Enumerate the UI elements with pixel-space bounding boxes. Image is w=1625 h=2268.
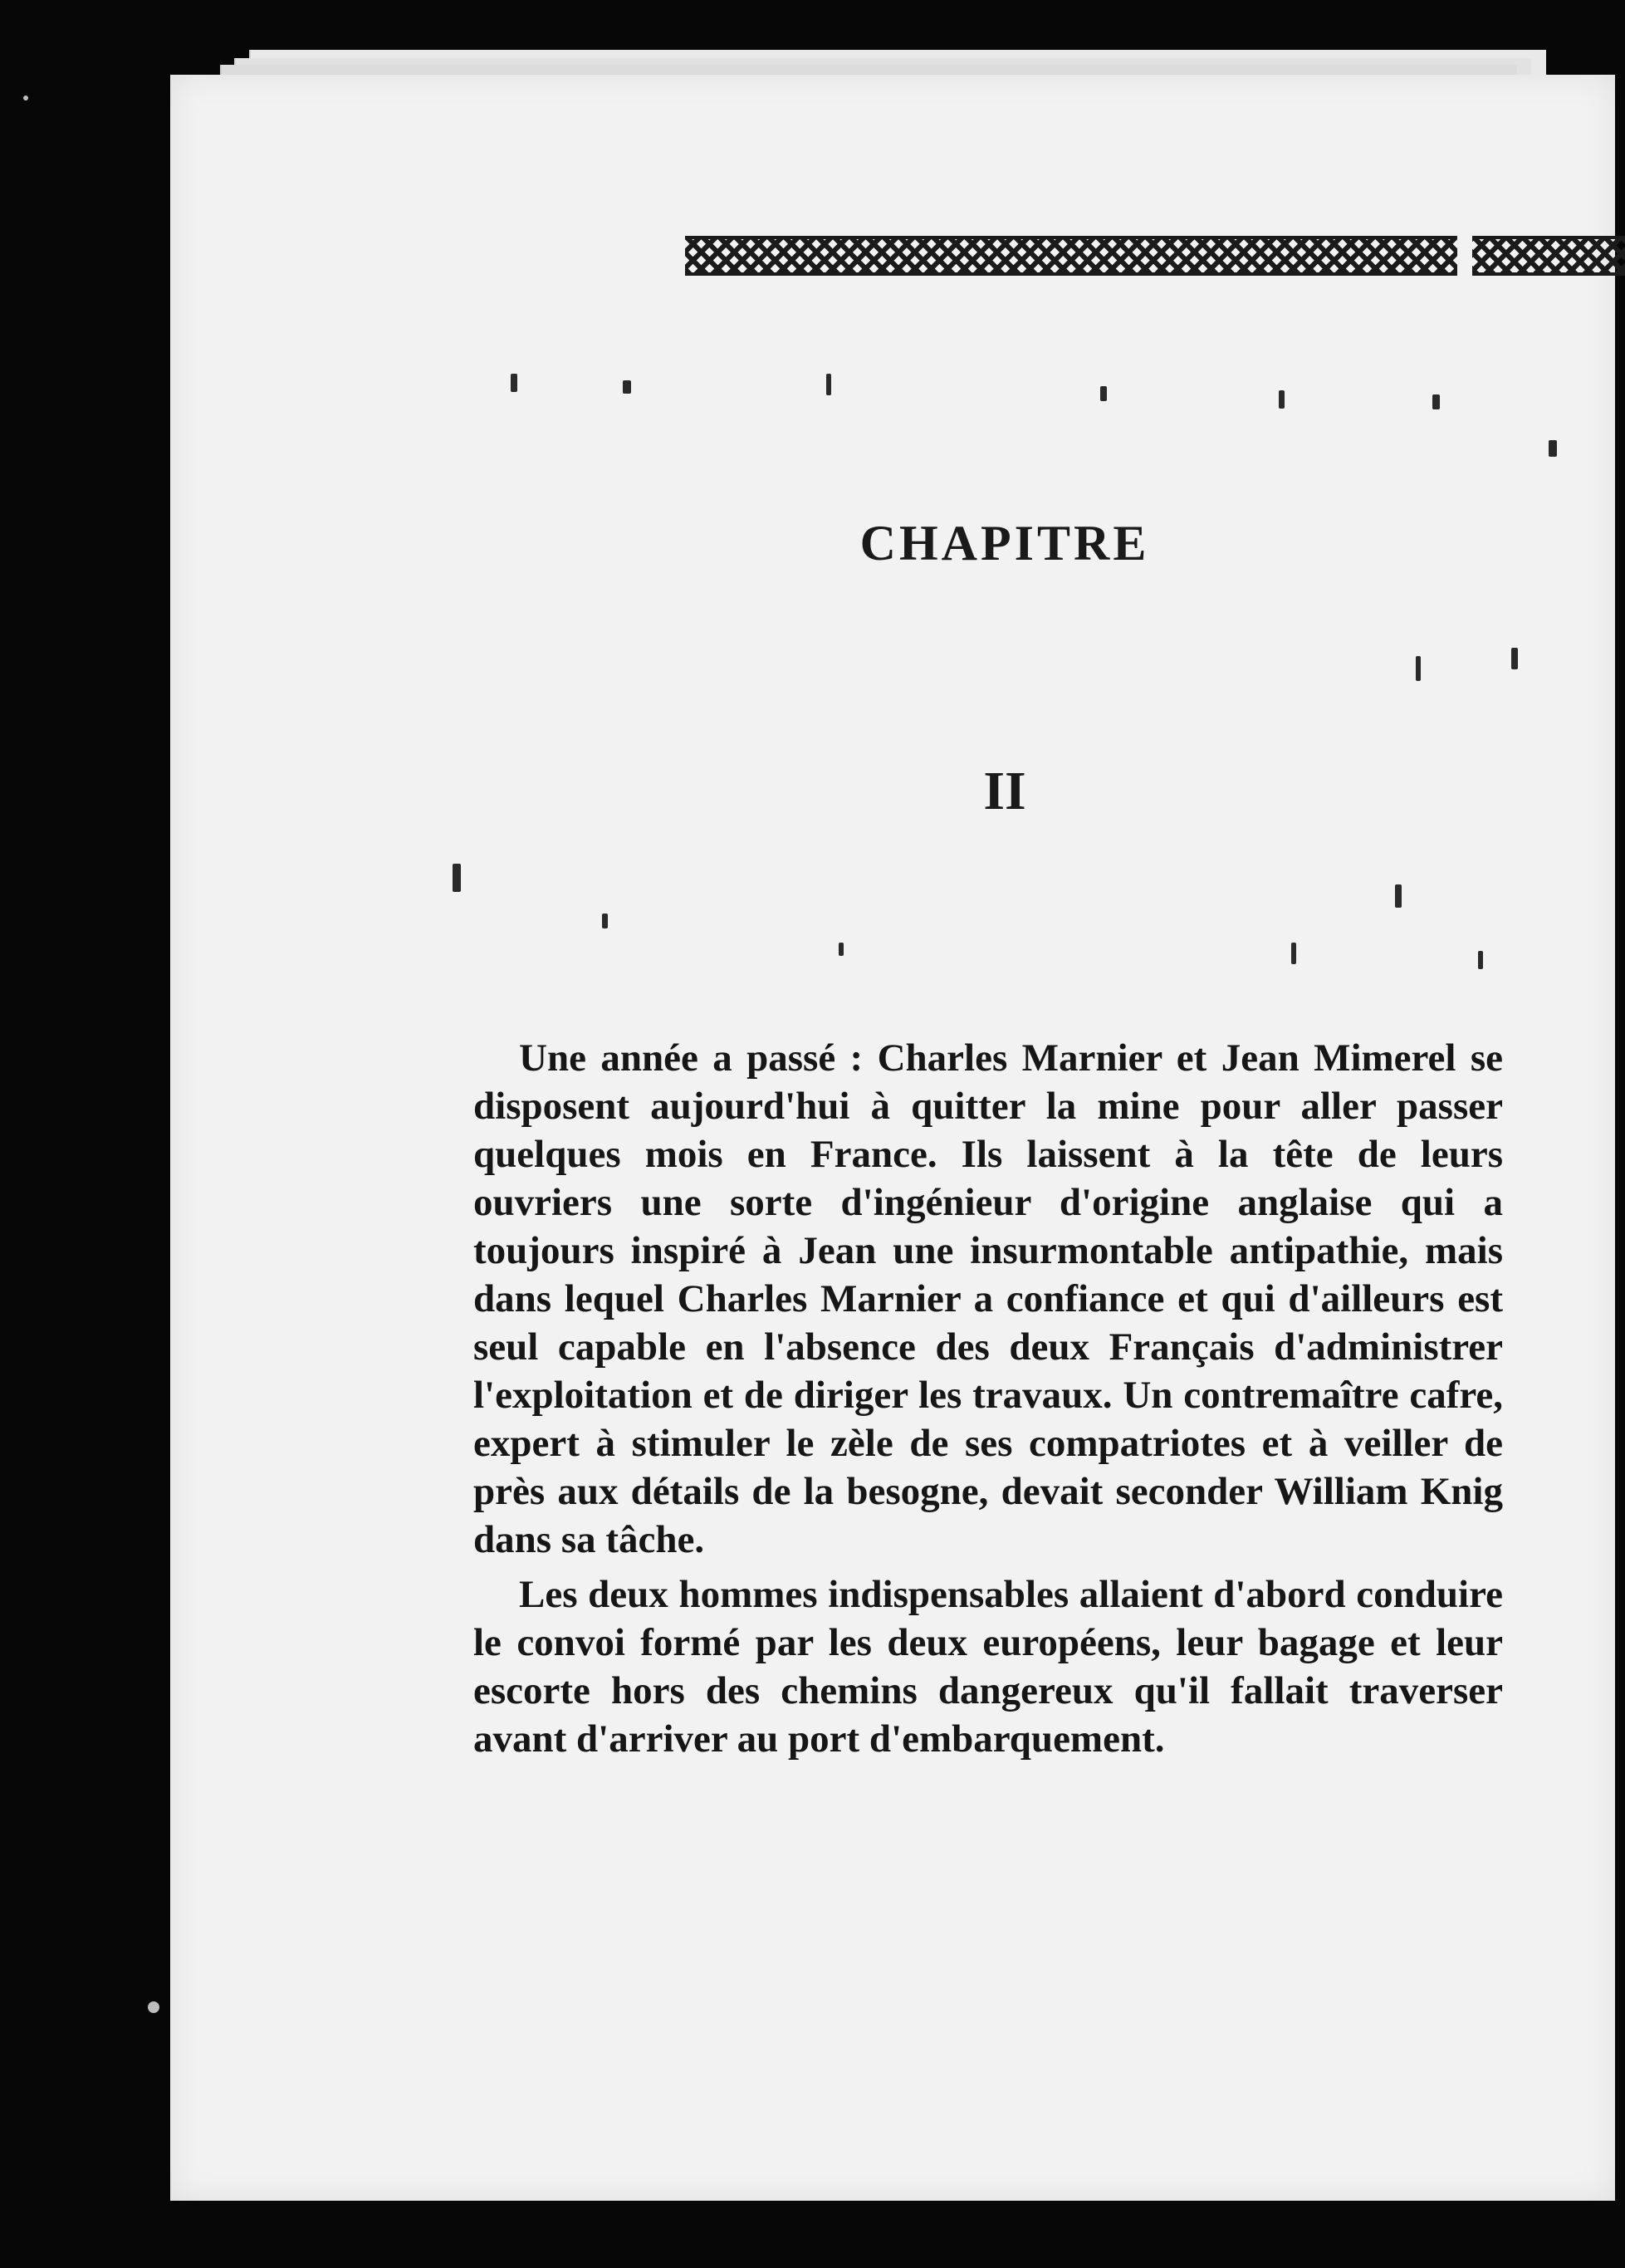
print-speck [1100, 386, 1107, 401]
print-speck [839, 943, 844, 956]
chapter-number: II [983, 761, 1026, 821]
print-speck [623, 380, 631, 394]
print-speck [602, 914, 608, 928]
print-speck [511, 374, 517, 392]
margin-dot [23, 96, 28, 100]
chapter-heading: CHAPITRE [859, 516, 1150, 571]
print-speck [1511, 648, 1518, 669]
ornament-band-right [1472, 236, 1625, 276]
print-speck [1416, 656, 1421, 681]
print-speck [1432, 394, 1440, 409]
print-speck [826, 374, 831, 395]
print-speck [1291, 943, 1296, 964]
print-speck [1549, 440, 1557, 457]
chapter-body-text [473, 1034, 1503, 1770]
print-speck [1478, 951, 1483, 969]
ornament-band-left [685, 236, 1457, 276]
paragraph-1: Une année a passé : Charles Marnier et Jean Mimerel se disposent aujourd'hui à quitter la mine pour aller passer quelques mois en France. Ils laissent à la tête de leurs ouvriers une sorte d'ingénieur d'origine anglaise qui a toujours inspiré à Jean une insurmontable antipathie, mais dans lequel Charles Marnier a confiance et qui d'ailleurs est seul capable en l'absence des deux Français d'administrer l'exploitation et de diriger les travaux. Un contremaître cafre, expert à stimuler le zèle de ses compatriotes et à veiller de près aux détails de la besogne, devait seconder William Knig dans sa tâche. [473, 1036, 1503, 1561]
print-speck [1395, 884, 1402, 908]
print-speck [1279, 390, 1285, 409]
decorative-border-ornament [685, 233, 1625, 279]
paragraph-2: Les deux hommes indispensables allaient d'abord conduire le convoi formé par les deux européens, leur bagage et leur escorte hors des chemins dangereux qu'il fallait traverser avant d'arriver au port d'embarquement. [473, 1573, 1503, 1761]
print-speck [453, 864, 461, 892]
margin-dot [148, 2001, 159, 2013]
